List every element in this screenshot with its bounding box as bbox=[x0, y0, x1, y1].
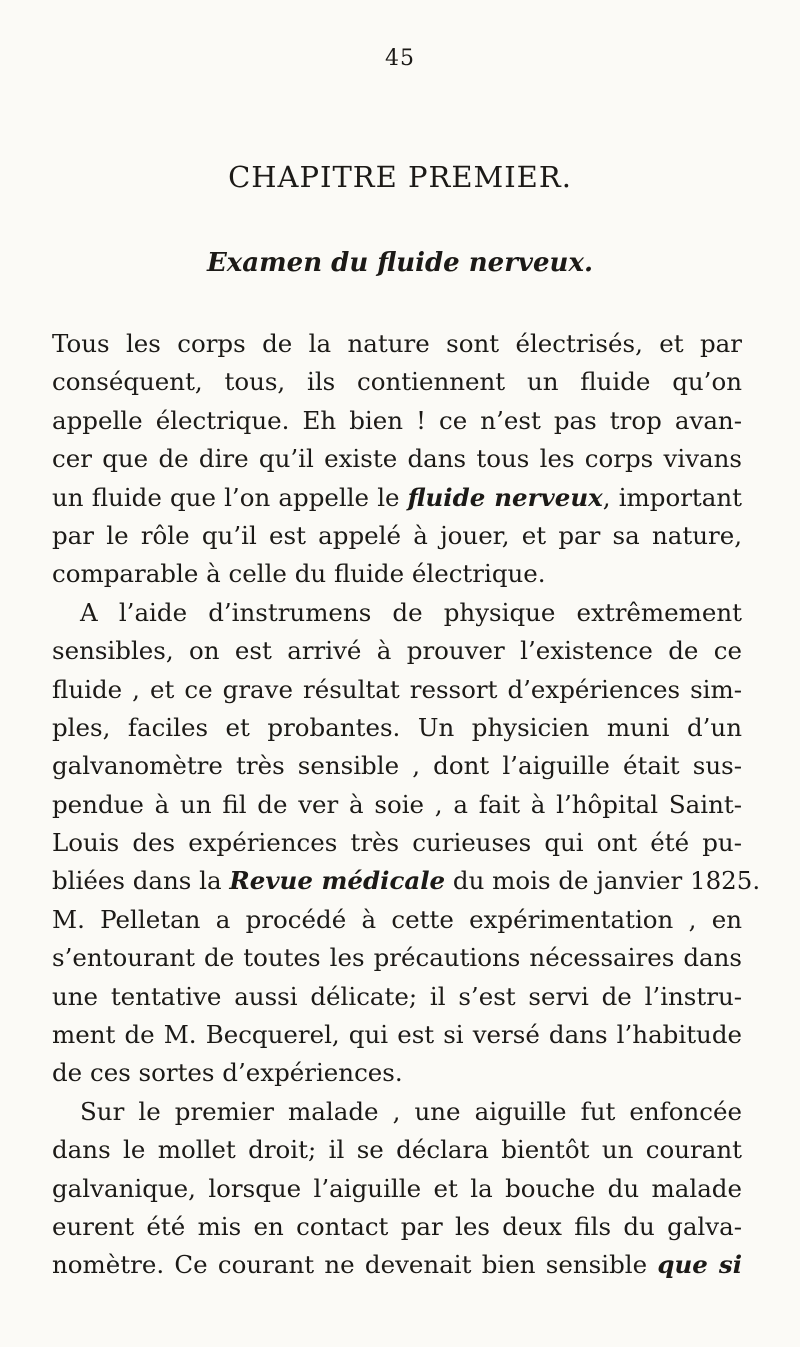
text-line: dans le mollet droit; il se déclara bientôt un courant bbox=[52, 1135, 742, 1165]
text-line: A l’aide d’instrumens de physique extrêmement bbox=[80, 597, 742, 627]
text-line: par le rôle qu’il est appelé à jouer, et par sa nature, bbox=[52, 520, 742, 550]
text-line: Tous les corps de la nature sont électrisés, et par bbox=[52, 329, 742, 358]
text-line: M. Pelletan a procédé à cette expérimentation , en bbox=[52, 904, 742, 934]
journal-title: Revue médicale bbox=[229, 866, 446, 896]
emphasis-term: que si bbox=[657, 1250, 742, 1280]
text-line: ment de M. Becquerel, qui est si versé dans l’habitude bbox=[52, 1020, 742, 1050]
text-line: de ces sortes d’expériences. bbox=[52, 1058, 403, 1088]
text-run: nomètre. Ce courant ne devenait bien sensible bbox=[52, 1250, 658, 1280]
text-line: s’entourant de toutes les précautions nécessaires dans bbox=[52, 943, 742, 973]
text-run: du mois de janvier 1825. bbox=[445, 866, 761, 896]
chapter-title: CHAPITRE PREMIER. bbox=[228, 160, 572, 194]
text-line: ples, faciles et probantes. Un physicien muni d’un bbox=[52, 712, 742, 742]
text-line: eurent été mis en contact par les deux fils du galva- bbox=[52, 1211, 742, 1241]
section-title: Examen du fluide nerveux. bbox=[206, 248, 593, 278]
text-line: comparable à celle du fluide électrique. bbox=[52, 559, 546, 589]
text-line: pendue à un fil de ver à soie , a fait à l’hôpital Saint- bbox=[52, 789, 742, 819]
text-line: conséquent, tous, ils contiennent un fluide qu’on bbox=[52, 367, 742, 397]
text-line bbox=[52, 862, 761, 900]
text-line: galvanique, lorsque l’aiguille et la bouche du malade bbox=[52, 1173, 742, 1203]
text-line: fluide , et ce grave résultat ressort d’expériences sim- bbox=[52, 674, 742, 704]
emphasis-term: fluide nerveux bbox=[407, 482, 603, 512]
text-run: un fluide que l’on appelle le bbox=[52, 482, 408, 512]
text-line: une tentative aussi délicate; il s’est servi de l’instru- bbox=[52, 981, 742, 1011]
text-line: cer que de dire qu’il existe dans tous les corps vivans bbox=[52, 444, 742, 474]
text-line bbox=[52, 479, 742, 517]
text-line bbox=[52, 1246, 742, 1284]
text-line: appelle électrique. Eh bien ! ce n’est pas trop avan- bbox=[52, 405, 742, 435]
text-run: bliées dans la bbox=[52, 866, 230, 896]
page-number: 45 bbox=[385, 46, 415, 71]
body-text bbox=[52, 325, 761, 1285]
text-line: Sur le premier malade , une aiguille fut enfoncée bbox=[80, 1096, 742, 1126]
text-line: Louis des expériences très curieuses qui ont été pu- bbox=[52, 828, 742, 858]
text-line: galvanomètre très sensible , dont l’aiguille était sus- bbox=[52, 751, 742, 781]
text-run: , important bbox=[602, 482, 742, 512]
text-line: sensibles, on est arrivé à prouver l’existence de ce bbox=[52, 636, 742, 666]
